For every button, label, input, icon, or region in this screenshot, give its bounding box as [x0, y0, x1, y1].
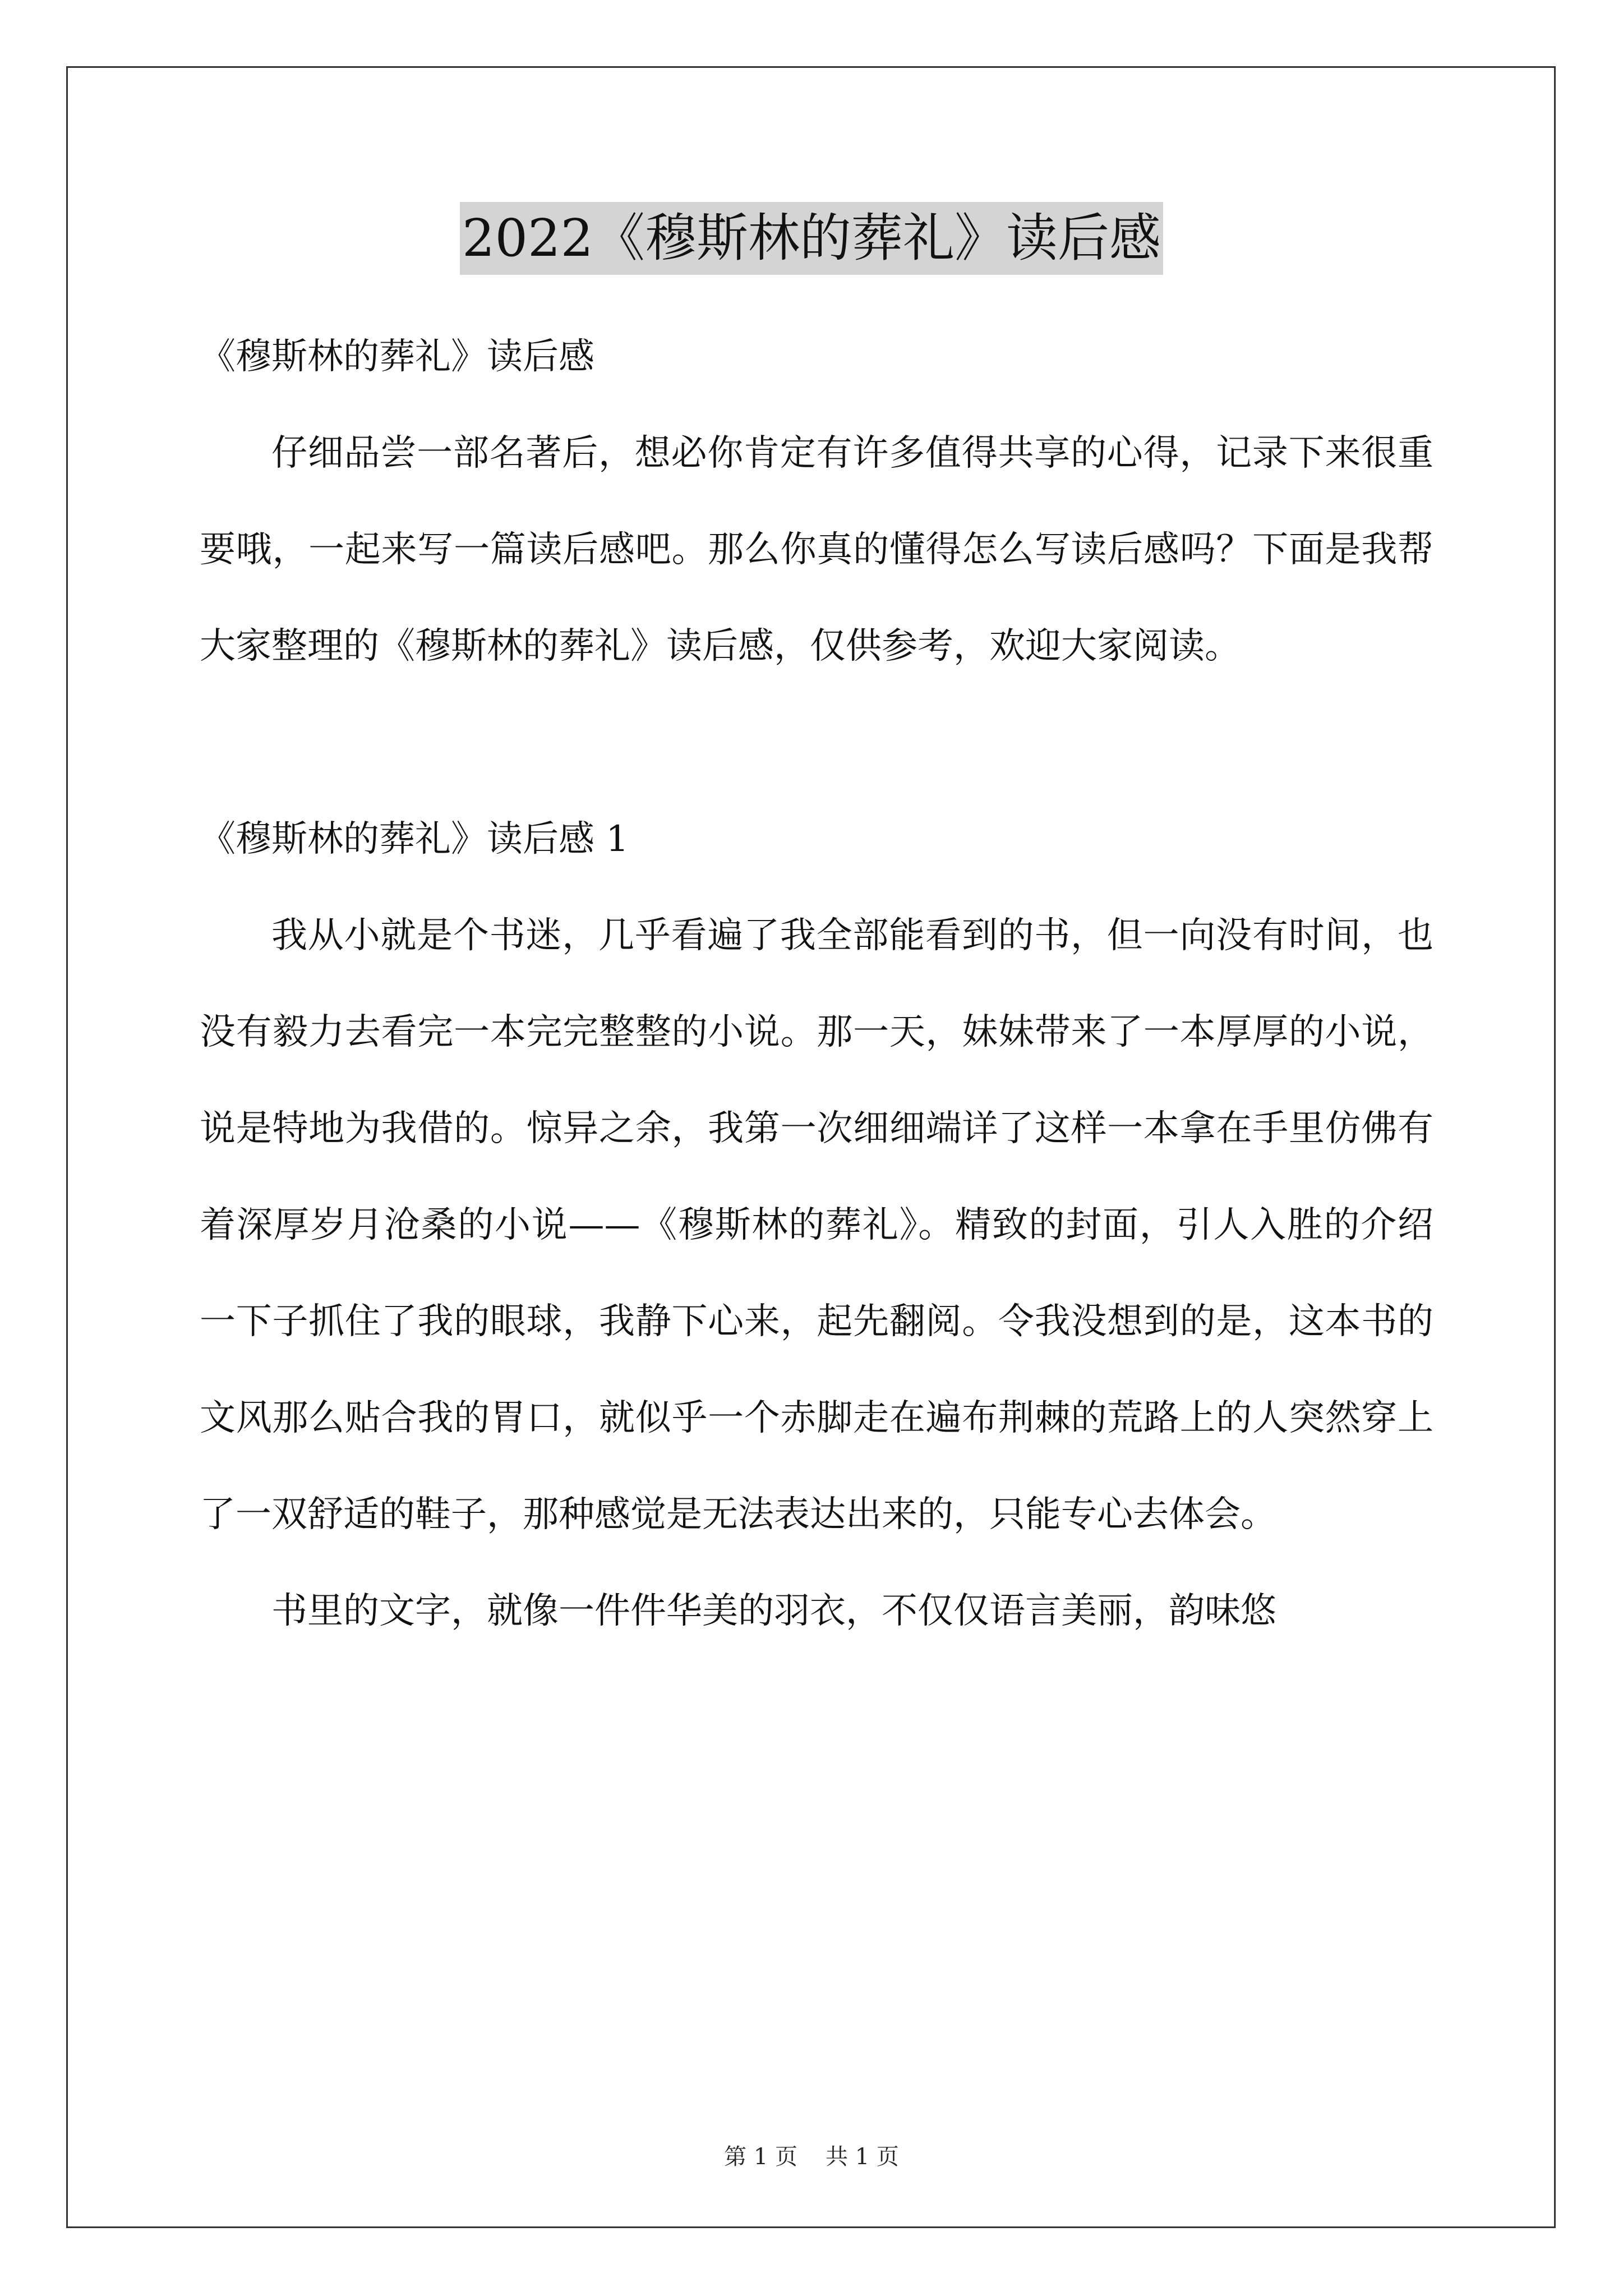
section-1-heading: 《穆斯林的葬礼》读后感 1	[200, 818, 629, 860]
document-title	[0, 202, 1623, 275]
page-number-current: 第 1 页	[724, 2144, 797, 2170]
section-1-paragraph-2: 书里的文字，就像一件件华美的羽衣，不仅仅语言美丽，韵味悠	[271, 1590, 1276, 1632]
intro-paragraph: 仔细品尝一部名著后，想必你肯定有许多值得共享的心得，记录下来很重要哦，一起来写一篇读后感吧。那么你真的懂得怎么写读后感吗？下面是我帮大家整理的《穆斯林的葬礼》读后感，仅供参考，欢迎大家阅读。	[200, 432, 1433, 667]
document-title-text: 2022《穆斯林的葬礼》读后感	[460, 202, 1163, 275]
section-spacer	[200, 694, 1433, 791]
page-footer	[0, 2140, 1623, 2174]
page-number-total: 共 1 页	[826, 2144, 899, 2170]
intro-heading: 《穆斯林的葬礼》读后感	[200, 336, 594, 378]
section-1-paragraph-1: 我从小就是个书迷，几乎看遍了我全部能看到的书，但一向没有时间，也没有毅力去看完一本完完整整的小说。那一天，妹妹带来了一本厚厚的小说，说是特地为我借的。惊异之余，我第一次细细端详了这样一本拿在手里仿佛有着深厚岁月沧桑的小说——《穆斯林的葬礼》。精致的封面，引人入胜的介绍一下子抓住了我的眼球，我静下心来，起先翻阅。令我没想到的是，这本书的文风那么贴合我的胃口，就似乎一个赤脚走在遍布荆棘的荒路上的人突然穿上了一双舒适的鞋子，那种感觉是无法表达出来的，只能专心去体会。	[200, 915, 1433, 1535]
document-body	[200, 309, 1433, 1659]
